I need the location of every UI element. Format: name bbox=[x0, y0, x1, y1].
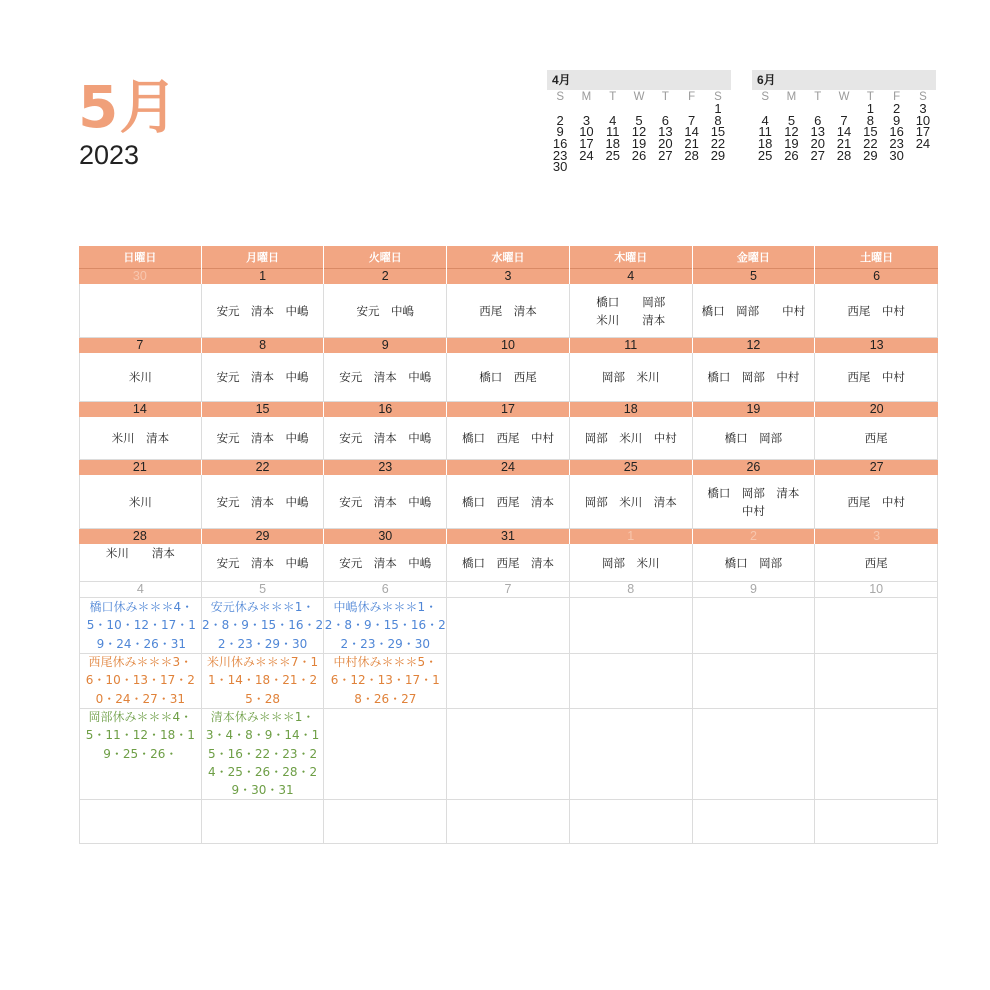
date-number: 1 bbox=[570, 529, 693, 544]
mini-weekday: W bbox=[633, 91, 645, 103]
date-number: 31 bbox=[447, 529, 570, 544]
date-number: 15 bbox=[202, 402, 325, 417]
date-number: 7 bbox=[79, 338, 202, 353]
day-cell[interactable]: 安元 清本 中嶋 bbox=[324, 353, 447, 402]
day-cell[interactable]: 岡部 米川 清本 bbox=[570, 475, 693, 529]
date-number: 18 bbox=[570, 402, 693, 417]
date-number: 30 bbox=[324, 529, 447, 544]
day-cell[interactable]: 安元 清本 中嶋 bbox=[324, 544, 447, 582]
month-title: 5月 bbox=[78, 73, 179, 141]
date-number: 16 bbox=[324, 402, 447, 417]
mini-day: 28 bbox=[836, 147, 852, 163]
mini-day: 30 bbox=[889, 147, 904, 163]
mini-day: 20 bbox=[810, 136, 825, 152]
mini-day: 17 bbox=[579, 136, 594, 152]
mini-day: 5 bbox=[635, 112, 643, 128]
mini-calendar-label: 6月 bbox=[752, 70, 936, 90]
day-cell[interactable]: 橋口 西尾 中村 bbox=[447, 417, 570, 460]
mini-calendar-label: 4月 bbox=[547, 70, 731, 90]
mini-weekday: W bbox=[838, 91, 850, 103]
day-cell[interactable]: 安元 清本 中嶋 bbox=[324, 475, 447, 529]
day-cell[interactable]: 西尾 bbox=[815, 417, 938, 460]
mini-day bbox=[600, 161, 626, 173]
mini-day: 10 bbox=[579, 124, 594, 140]
date-number: 6 bbox=[873, 269, 881, 283]
mini-weekday: S bbox=[714, 91, 722, 103]
mini-day: 27 bbox=[810, 147, 825, 163]
weekday-header: 火曜日 bbox=[324, 246, 447, 269]
date-number: 6 bbox=[324, 582, 447, 598]
mini-day: 9 bbox=[556, 124, 564, 140]
date-row bbox=[79, 269, 938, 284]
day-cell[interactable]: 西尾 中村 bbox=[815, 475, 938, 529]
date-number: 12 bbox=[693, 338, 816, 353]
day-cell[interactable]: 安元 清本 中嶋 bbox=[324, 417, 447, 460]
day-cell[interactable]: 米川 bbox=[79, 475, 202, 529]
mini-calendar-april bbox=[547, 70, 731, 173]
weekday-header: 月曜日 bbox=[202, 246, 325, 269]
notes-row bbox=[79, 651, 938, 706]
mini-weekday: M bbox=[786, 91, 797, 103]
mini-day: 21 bbox=[684, 136, 699, 152]
day-cell[interactable] bbox=[79, 284, 202, 338]
date-row bbox=[79, 402, 938, 417]
mini-day: 6 bbox=[814, 112, 822, 128]
week-content-row bbox=[79, 544, 938, 582]
mini-day: 4 bbox=[609, 112, 617, 128]
mini-day: 3 bbox=[582, 112, 591, 128]
day-cell[interactable]: 橋口 西尾 清本 bbox=[447, 544, 570, 582]
day-cell[interactable]: 橋口 岡部 bbox=[693, 417, 816, 460]
month-calendar bbox=[79, 246, 938, 844]
note-cell[interactable]: 安元休み＊＊＊1・2・8・9・15・16・22・23・29・30 bbox=[202, 596, 325, 654]
note-cell[interactable]: 西尾休み＊＊＊3・6・10・13・17・20・24・27・31 bbox=[79, 651, 202, 709]
date-row bbox=[79, 529, 938, 544]
day-cell[interactable]: 岡部 米川 bbox=[570, 544, 693, 582]
date-number: 25 bbox=[570, 460, 693, 475]
note-cell[interactable] bbox=[815, 596, 938, 654]
date-number: 10 bbox=[815, 582, 938, 598]
mini-day: 6 bbox=[661, 112, 669, 128]
notes-row bbox=[79, 796, 938, 844]
mini-day: 22 bbox=[863, 136, 878, 152]
date-number: 23 bbox=[324, 460, 447, 475]
day-cell[interactable]: 岡部 米川 bbox=[570, 353, 693, 402]
mini-day: 24 bbox=[579, 147, 594, 163]
mini-day: 7 bbox=[840, 112, 848, 128]
mini-day: 3 bbox=[919, 101, 927, 116]
date-number: 9 bbox=[693, 582, 816, 598]
note-cell[interactable] bbox=[324, 796, 447, 844]
date-row bbox=[79, 338, 938, 353]
mini-day: 5 bbox=[787, 112, 796, 128]
note-cell[interactable] bbox=[447, 706, 570, 800]
note-cell[interactable]: 岡部休み＊＊＊4・5・11・12・18・19・25・26・ bbox=[79, 706, 202, 800]
day-cell[interactable]: 安元 清本 中嶋 bbox=[202, 353, 325, 402]
mini-day bbox=[705, 161, 731, 173]
day-cell[interactable]: 西尾 清本 bbox=[447, 284, 570, 338]
date-number: 5 bbox=[693, 269, 816, 284]
note-cell[interactable] bbox=[815, 706, 938, 800]
day-cell[interactable]: 橋口 岡部 米川 清本 bbox=[570, 284, 693, 338]
next-week-date-row bbox=[79, 582, 938, 596]
date-row bbox=[79, 460, 938, 475]
mini-day: 28 bbox=[684, 147, 699, 163]
mini-day: 23 bbox=[552, 147, 568, 163]
note-cell[interactable]: 清本休み＊＊＊1・3・4・8・9・14・15・16・22・23・24・25・26・28・29・30・31 bbox=[202, 706, 325, 800]
mini-day: 9 bbox=[893, 112, 901, 128]
mini-day: 14 bbox=[684, 124, 699, 140]
date-number: 17 bbox=[447, 402, 570, 417]
mini-day: 23 bbox=[889, 136, 904, 152]
day-cell[interactable]: 橋口 西尾 清本 bbox=[447, 475, 570, 529]
mini-day: 1 bbox=[714, 101, 722, 116]
day-cell[interactable]: 安元 清本 中嶋 bbox=[202, 544, 325, 582]
note-cell[interactable] bbox=[693, 596, 816, 654]
day-cell[interactable]: 西尾 中村 bbox=[815, 353, 938, 402]
date-number: 3 bbox=[447, 269, 570, 284]
date-number: 1 bbox=[202, 269, 325, 284]
date-number: 29 bbox=[202, 529, 325, 544]
mini-day: 13 bbox=[810, 124, 825, 140]
weekday-header: 土曜日 bbox=[860, 251, 894, 264]
mini-day: 20 bbox=[658, 136, 673, 152]
date-number: 19 bbox=[693, 402, 816, 417]
mini-calendar-grid bbox=[547, 90, 731, 173]
date-number: 27 bbox=[869, 460, 884, 474]
mini-day: 18 bbox=[757, 136, 773, 152]
week-content-row bbox=[79, 417, 938, 460]
note-cell[interactable] bbox=[570, 651, 693, 709]
mini-weekday: M bbox=[581, 91, 592, 103]
mini-day: 16 bbox=[552, 136, 568, 152]
note-cell[interactable] bbox=[447, 796, 570, 844]
date-number: 2 bbox=[324, 269, 447, 284]
mini-day: 13 bbox=[658, 124, 673, 140]
note-cell[interactable] bbox=[693, 796, 816, 844]
day-cell[interactable]: 米川 清本 bbox=[79, 544, 202, 582]
date-number: 5 bbox=[202, 582, 325, 598]
mini-weekday: T bbox=[814, 91, 822, 103]
note-cell[interactable]: 中村休み＊＊＊5・6・12・13・17・18・26・27 bbox=[324, 651, 447, 709]
mini-day: 18 bbox=[605, 136, 620, 152]
day-cell[interactable]: 橋口 岡部 bbox=[693, 544, 816, 582]
note-cell[interactable] bbox=[570, 596, 693, 654]
date-number: 22 bbox=[202, 460, 325, 475]
weekday-header: 金曜日 bbox=[693, 246, 816, 269]
day-cell[interactable]: 安元 清本 中嶋 bbox=[202, 284, 325, 338]
mini-day bbox=[573, 161, 599, 173]
mini-weekday: S bbox=[919, 91, 927, 103]
note-cell[interactable] bbox=[693, 651, 816, 709]
mini-day bbox=[678, 161, 704, 173]
date-number: 2 bbox=[693, 529, 816, 544]
date-number: 3 bbox=[873, 529, 881, 543]
weekday-header-row bbox=[79, 246, 938, 269]
date-number: 10 bbox=[447, 338, 570, 353]
date-number: 28 bbox=[79, 529, 202, 544]
mini-day: 29 bbox=[710, 147, 726, 163]
mini-weekday: T bbox=[866, 91, 874, 103]
mini-day: 11 bbox=[758, 124, 772, 140]
mini-day: 24 bbox=[915, 136, 931, 152]
mini-day: 29 bbox=[863, 147, 878, 163]
mini-day: 15 bbox=[710, 124, 726, 140]
note-cell[interactable] bbox=[324, 706, 447, 800]
mini-day: 21 bbox=[836, 136, 852, 152]
day-cell[interactable]: 安元 清本 中嶋 bbox=[202, 417, 325, 460]
note-cell[interactable] bbox=[447, 596, 570, 654]
day-cell[interactable]: 西尾 bbox=[815, 544, 938, 582]
week-content-row bbox=[79, 475, 938, 529]
mini-day: 25 bbox=[605, 147, 620, 163]
mini-weekday: S bbox=[761, 91, 769, 103]
mini-day: 11 bbox=[605, 124, 620, 140]
day-cell[interactable]: 橋口 西尾 bbox=[447, 353, 570, 402]
date-number: 30 bbox=[79, 269, 202, 284]
note-cell[interactable]: 中嶋休み＊＊＊1・2・8・9・15・16・22・23・29・30 bbox=[324, 596, 447, 654]
weekday-header: 水曜日 bbox=[447, 246, 570, 269]
note-cell[interactable]: 橋口休み＊＊＊4・5・10・12・17・19・24・26・31 bbox=[79, 596, 202, 654]
mini-day: 2 bbox=[556, 112, 564, 128]
mini-day: 25 bbox=[757, 147, 773, 163]
mini-day: 27 bbox=[658, 147, 673, 163]
mini-day: 7 bbox=[688, 112, 696, 128]
mini-day: 15 bbox=[863, 124, 878, 140]
mini-day: 12 bbox=[631, 124, 647, 140]
mini-day bbox=[910, 150, 936, 162]
day-cell[interactable]: 橋口 岡部 中村 bbox=[693, 284, 816, 338]
mini-weekday: T bbox=[609, 91, 617, 103]
mini-day: 4 bbox=[761, 112, 769, 128]
mini-day: 12 bbox=[784, 124, 799, 140]
mini-day bbox=[626, 161, 652, 173]
date-number: 9 bbox=[324, 338, 447, 353]
mini-day: 19 bbox=[784, 136, 799, 152]
mini-weekday: T bbox=[661, 91, 669, 103]
note-cell[interactable] bbox=[447, 651, 570, 709]
mini-day: 14 bbox=[836, 124, 852, 140]
date-number: 21 bbox=[79, 460, 202, 475]
date-number: 4 bbox=[79, 582, 202, 598]
week-content-row bbox=[79, 284, 938, 338]
day-cell[interactable]: 米川 bbox=[79, 353, 202, 402]
date-number: 4 bbox=[570, 269, 693, 284]
mini-weekday: F bbox=[893, 91, 901, 103]
date-number: 11 bbox=[570, 338, 693, 353]
mini-day: 16 bbox=[889, 124, 904, 140]
note-cell[interactable] bbox=[693, 706, 816, 800]
weekday-header: 木曜日 bbox=[570, 246, 693, 269]
mini-day: 8 bbox=[714, 112, 722, 128]
mini-day: 1 bbox=[866, 101, 874, 116]
note-cell[interactable] bbox=[79, 796, 202, 844]
date-number: 7 bbox=[447, 582, 570, 598]
note-cell[interactable] bbox=[570, 796, 693, 844]
note-cell[interactable] bbox=[202, 796, 325, 844]
note-cell[interactable] bbox=[570, 706, 693, 800]
note-cell[interactable] bbox=[815, 651, 938, 709]
mini-calendar-june bbox=[752, 70, 936, 161]
notes-row bbox=[79, 706, 938, 796]
date-number: 8 bbox=[202, 338, 325, 353]
date-number: 24 bbox=[447, 460, 570, 475]
date-number: 14 bbox=[79, 402, 202, 417]
date-number: 8 bbox=[570, 582, 693, 598]
date-number: 20 bbox=[869, 402, 884, 416]
mini-day: 22 bbox=[710, 136, 726, 152]
mini-weekday: F bbox=[688, 91, 696, 103]
week-content-row bbox=[79, 353, 938, 402]
mini-day: 2 bbox=[893, 101, 901, 116]
day-cell[interactable]: 米川 清本 bbox=[79, 417, 202, 460]
date-number: 13 bbox=[869, 338, 884, 352]
day-cell[interactable]: 安元 清本 中嶋 bbox=[202, 475, 325, 529]
mini-day: 10 bbox=[915, 112, 931, 128]
mini-day: 26 bbox=[631, 147, 647, 163]
day-cell[interactable]: 西尾 中村 bbox=[815, 284, 938, 338]
day-cell[interactable]: 橋口 岡部 中村 bbox=[693, 353, 816, 402]
mini-day bbox=[652, 161, 678, 173]
mini-calendar-grid bbox=[752, 90, 936, 161]
note-cell[interactable] bbox=[815, 796, 938, 844]
date-number: 26 bbox=[693, 460, 816, 475]
day-cell[interactable]: 岡部 米川 中村 bbox=[570, 417, 693, 460]
mini-day: 17 bbox=[915, 124, 931, 140]
year-title: 2023 bbox=[79, 140, 140, 170]
day-cell[interactable]: 安元 中嶋 bbox=[324, 284, 447, 338]
mini-day: 26 bbox=[784, 147, 799, 163]
mini-day: 19 bbox=[631, 136, 647, 152]
notes-row bbox=[79, 596, 938, 651]
mini-day: 30 bbox=[552, 159, 568, 175]
weekday-header: 日曜日 bbox=[79, 246, 202, 269]
mini-weekday: S bbox=[556, 91, 564, 103]
note-cell[interactable]: 米川休み＊＊＊7・11・14・18・21・25・28 bbox=[202, 651, 325, 709]
mini-day: 8 bbox=[866, 112, 874, 128]
day-cell[interactable]: 橋口 岡部 清本 中村 bbox=[693, 475, 816, 529]
